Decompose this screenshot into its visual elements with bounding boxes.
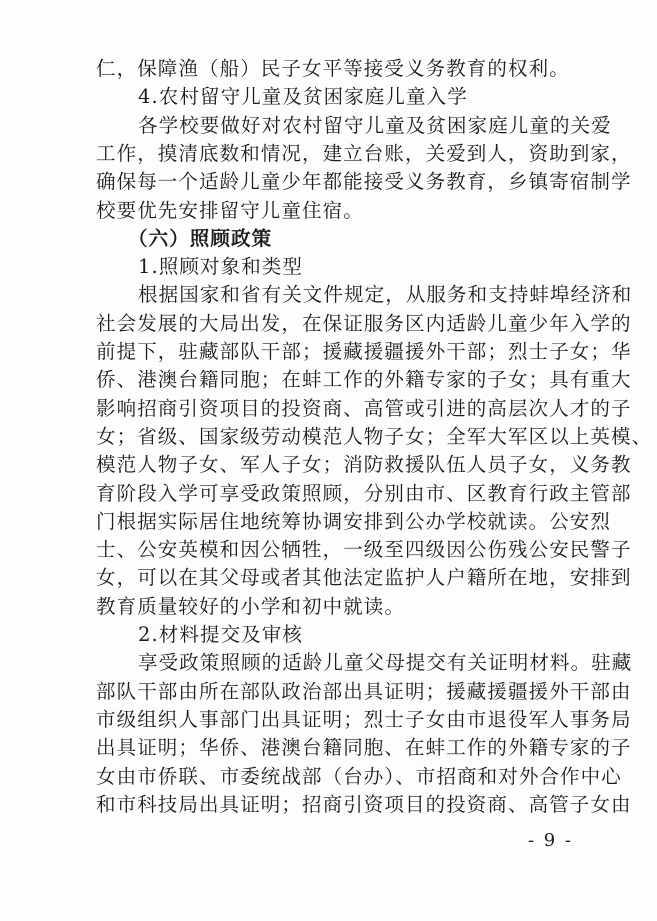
text-line: 仁，保障渔（船）民子女平等接受义务教育的权利。 — [96, 57, 570, 80]
section-heading-bold: （六）照顾政策 — [128, 226, 273, 250]
text-line: 社会发展的大局出发，在保证服务区内适龄儿童少年入学的 — [96, 311, 632, 335]
text-line: 教育质量较好的小学和初中就读。 — [96, 594, 406, 618]
text-line: 模范人物子女、军人子女；消防救援队伍人员子女，义务教 — [96, 453, 632, 477]
text-line: 确保每一个适龄儿童少年都能接受义务教育，乡镇寄宿制学 — [96, 170, 632, 194]
text-line: 工作，摸清底数和情况，建立台账，关爱到人，资助到家， — [96, 141, 632, 165]
text-line: 和市科技局出具证明；招商引资项目的投资商、高管子女由 — [96, 792, 632, 816]
text-line: 侨、港澳台籍同胞；在蚌工作的外籍专家的子女；具有重大 — [96, 368, 632, 392]
text-line: 女由市侨联、市委统战部（台办）、市招商和对外合作中心 — [96, 764, 622, 788]
text-line: 影响招商引资项目的投资商、高管或引进的高层次人才的子 — [96, 396, 632, 420]
text-line: 各学校要做好对农村留守儿童及贫困家庭儿童的关爱 — [138, 113, 612, 137]
text-line: 出具证明；华侨、港澳台籍同胞、在蚌工作的外籍专家的子 — [96, 736, 632, 760]
section-heading: 1.照顾对象和类型 — [138, 255, 304, 279]
text-line: 享受政策照顾的适龄儿童父母提交有关证明材料。驻藏 — [138, 651, 633, 675]
text-line: 女，可以在其父母或者其他法定监护人户籍所在地，安排到 — [96, 566, 632, 590]
text-line: 市级组织人事部门出具证明；烈士子女由市退役军人事务局 — [96, 707, 632, 731]
text-line: 校要优先安排留守儿童住宿。 — [96, 198, 364, 222]
text-line: 部队干部由所在部队政治部出具证明；援藏援疆援外干部由 — [96, 679, 632, 703]
text-line: 女；省级、国家级劳动模范人物子女；全军大军区以上英模、 — [96, 424, 653, 448]
text-line: 前提下，驻藏部队干部；援藏援疆援外干部；烈士子女；华 — [96, 340, 632, 363]
text-line: 门根据实际居住地统筹协调安排到公办学校就读。公安烈 — [96, 509, 612, 533]
text-line: 根据国家和省有关文件规定，从服务和支持蚌埠经济和 — [138, 283, 633, 307]
page-number: - 9 - — [527, 830, 573, 851]
section-heading: 4.农村留守儿童及贫困家庭儿童入学 — [138, 85, 468, 109]
text-line: 士、公安英模和因公牺牲，一级至四级因公伤残公安民警子 — [96, 538, 632, 562]
text-line: 育阶段入学可享受政策照顾，分别由市、区教育行政主管部 — [96, 481, 632, 505]
section-heading: 2.材料提交及审核 — [138, 623, 304, 646]
